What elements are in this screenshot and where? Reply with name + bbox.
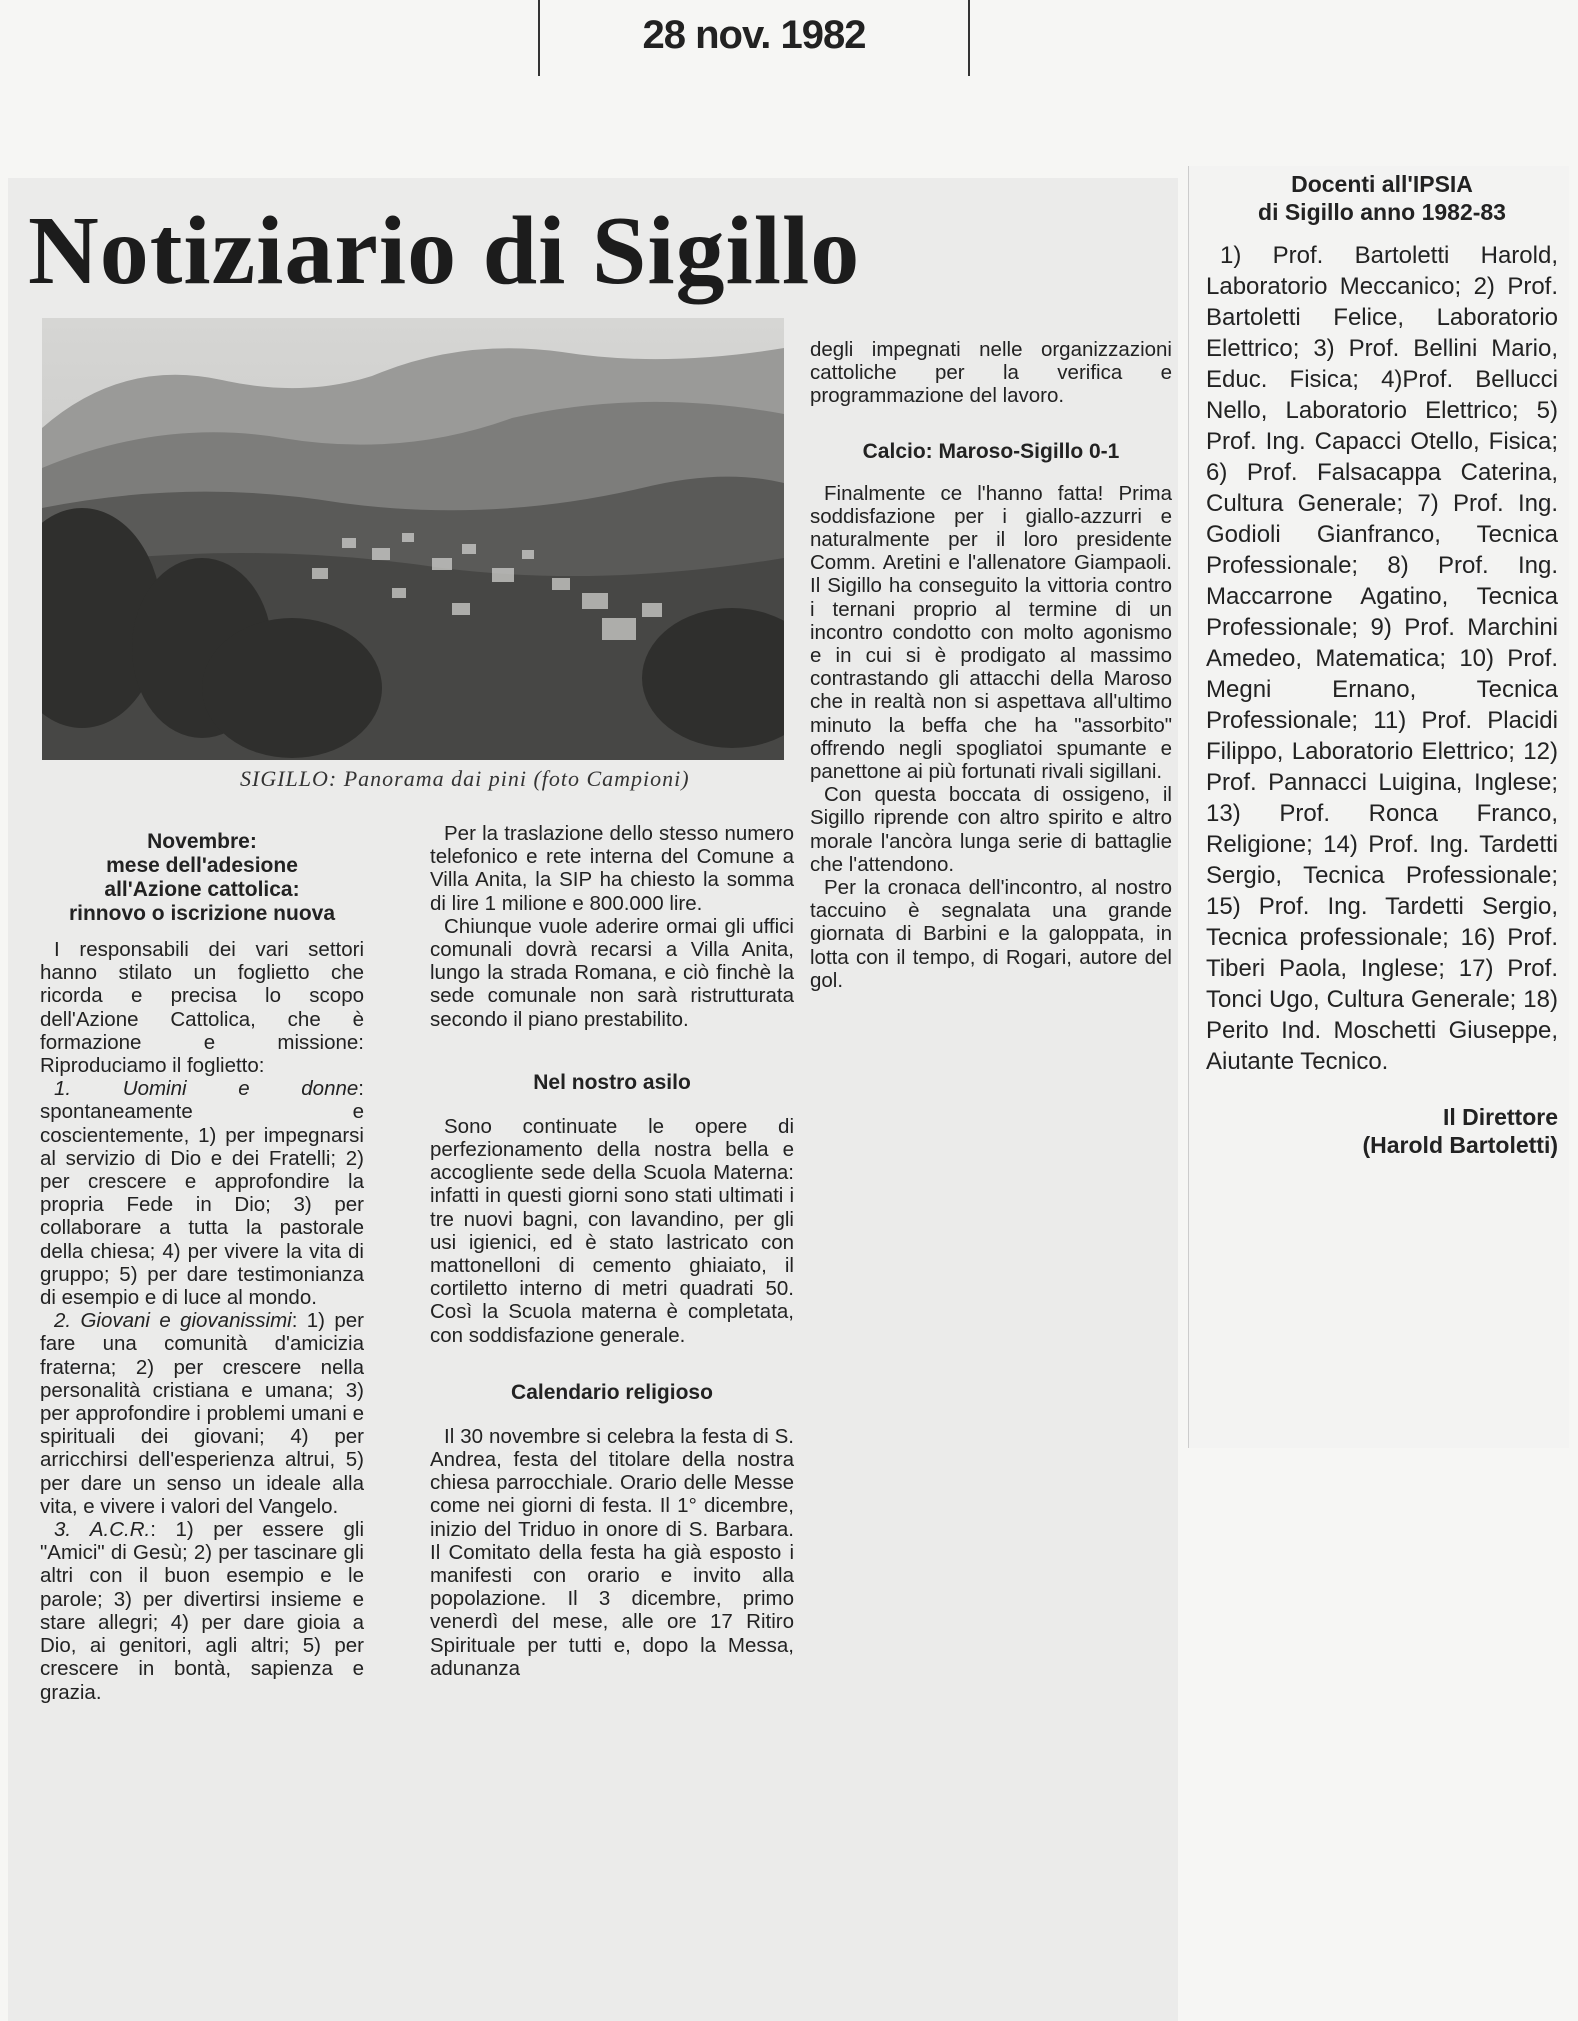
- paragraph: degli impegnati nelle organizzazioni cattoliche per la verifica e programmazione del lavoro.: [810, 338, 1172, 408]
- section-text: : 1) per essere gli "Amici" di Gesù; 2) per tascinare gli altri con il buon esempio e le parole; 3) per divertirsi insieme e stare allegri; 4) per dare gioia a Dio, ai genitori, agli altri; 5) per crescere in bontà, sapienza e grazia.: [40, 1518, 364, 1704]
- heading-line: Docenti all'IPSIA: [1291, 171, 1473, 197]
- section-label: 1. Uomini e donne: [54, 1077, 359, 1101]
- section-label: 3. A.C.R.: [54, 1518, 151, 1542]
- paragraph: Per la traslazione dello stesso numero telefonico e rete interna del Comune a Villa Anita, la SIP ha chiesto la somma di lire 1 milione e 800.000 lire.: [430, 822, 794, 915]
- section-text: : 1) per fare una comunità d'amicizia fraterna; 2) per crescere nella personalità cristiana e umana; 3) per approfondire i problemi umani e spirituali dei giovani; 4) per arricchirsi dell'esperienza altrui, 5) per dare un senso un ideale alla vita, e vivere i valori del Vangelo.: [40, 1309, 364, 1518]
- panorama-photo: [42, 318, 784, 760]
- article-heading: Nel nostro asilo: [533, 1070, 691, 1094]
- paragraph: [40, 1309, 364, 1518]
- paragraph: [40, 1518, 364, 1704]
- paragraph: Chiunque vuole aderire ormai gli uffici comunali dovrà recarsi a Villa Anita, lungo la strada Romana, e ciò finchè la sede comunale non sarà ristrutturata secondo il piano prestabilito.: [430, 914, 794, 1031]
- heading-line: Novembre:: [147, 830, 257, 853]
- section-label: 2. Giovani e giovanissimi: [54, 1309, 292, 1333]
- article-heading: [1206, 170, 1558, 226]
- photo-caption: SIGILLO: Panorama dai pini (foto Campioni): [240, 766, 690, 791]
- article-docenti: [1206, 170, 1558, 1159]
- date-stamp: 28 nov. 1982: [538, 0, 970, 76]
- article-heading: [40, 830, 364, 926]
- heading-line: all'Azione cattolica:: [104, 878, 300, 901]
- paragraph: Con questa boccata di ossigeno, il Sigillo riprende con altro spirito e altro morale l'ancòra lunga serie di battaglie che l'attendono.: [810, 783, 1172, 876]
- heading-line: di Sigillo anno 1982-83: [1258, 199, 1506, 225]
- masthead-title: Notiziario di Sigillo: [28, 197, 861, 305]
- heading-line: mese dell'adesione: [106, 854, 298, 877]
- paragraph: I responsabili dei vari settori hanno stilato un foglietto che ricorda e precisa lo scopo dell'Azione Cattolica, che è formazione e missione: Riproduciamo il foglietto:: [40, 938, 364, 1078]
- signature-title: Il Direttore: [1442, 1104, 1558, 1130]
- signature-name: (Harold Bartoletti): [1362, 1132, 1558, 1158]
- section-text: : spontaneamente e coscientemente, 1) per impegnarsi al servizio di Dio e dei Fratelli; 2) per crescere e approfondire la propria Fede in Dio; 3) per collaborare a tutta la pastorale della chiesa; 4) per vivere la vita di gruppo; 5) per dare testimonianza di esempio e di luce al mondo.: [40, 1077, 364, 1310]
- paragraph: Finalmente ce l'hanno fatta! Prima soddisfazione per i giallo-azzurri e naturalmente per il loro presidente Comm. Aretini e l'allenatore Giampaoli. Il Sigillo ha conseguito la vittoria contro i ternani proprio al termine di un incontro condotto con molto agonismo e in cui si è prodigato al massimo contrastando gli attacchi della Maroso che in realtà non si aspettava all'ultimo minuto la beffa che ha "assorbito" offrendo negli spogliatoi spumante e panettone ai più fortunati rivali sigillani.: [810, 481, 1172, 784]
- article-heading: Calendario religioso: [511, 1380, 713, 1404]
- paragraph: [40, 1077, 364, 1309]
- column-middle: [430, 822, 794, 1680]
- panorama-image: [42, 318, 784, 760]
- paragraph: Sono continuate le opere di perfezionamento della nostra bella e accogliente sede della Scuola Materna: infatti in questi giorni sono stati ultimati i tre nuovi bagni, con lavandino, per gli usi igienici, ed è stato lastricato con mattonelloni di cemento ghiaiato, il cortiletto interno di metri quadrati 50. Così la Scuola materna è completata, con soddisfazione generale.: [430, 1114, 794, 1347]
- paragraph: 1) Prof. Bartoletti Harold, Laboratorio Meccanico; 2) Prof. Bartoletti Felice, Laboratorio Elettrico; 3) Prof. Bellini Mario, Educ. Fisica; 4)Prof. Bellucci Nello, Laboratorio Elettrico; 5) Prof. Ing. Capacci Otello, Fisica; 6) Prof. Falsacappa Caterina, Cultura Generale; 7) Prof. Ing. Godioli Gianfranco, Tecnica Professionale; 8) Prof. Ing. Maccarrone Agatino, Tecnica Professionale; 9) Prof. Marchini Amedeo, Matematica; 10) Prof. Megni Ernano, Tecnica Professionale; 11) Prof. Placidi Filippo, Laboratorio Elettrico; 12) Prof. Pannacci Luigina, Inglese; 13) Prof. Ronca Franco, Religione; 14) Prof. Ing. Tardetti Sergio, Tecnica Professionale; 15) Prof. Ing. Tardetti Sergio, Tecnica professionale; 16) Prof. Tiberi Paola, Inglese; 17) Prof. Tonci Ugo, Cultura Generale; 18) Perito Ind. Moschetti Giuseppe, Aiutante Tecnico.: [1206, 242, 1558, 1075]
- column-right: [810, 338, 1172, 992]
- article-azione-cattolica: [40, 830, 364, 1704]
- paragraph: Per la cronaca dell'incontro, al nostro taccuino è segnalata una grande giornata di Barbini e la galoppata, in lotta con il tempo, di Rogari, autore del gol.: [810, 876, 1172, 992]
- article-heading: Calcio: Maroso-Sigillo 0-1: [862, 439, 1120, 463]
- paragraph: Il 30 novembre si celebra la festa di S. Andrea, festa del titolare della nostra chiesa parrocchiale. Orario delle Messe come nei giorni di festa. Il 1° dicembre, inizio del Triduo in onore di S. Barbara. Il Comitato della festa ha già esposto i manifesti con orario e invito alla popolazione. Il 3 dicembre, primo venerdì del mese, alle ore 17 Ritiro Spirituale per tutti e, dopo la Messa, adunanza: [430, 1424, 794, 1680]
- heading-line: rinnovo o iscrizione nuova: [68, 902, 336, 925]
